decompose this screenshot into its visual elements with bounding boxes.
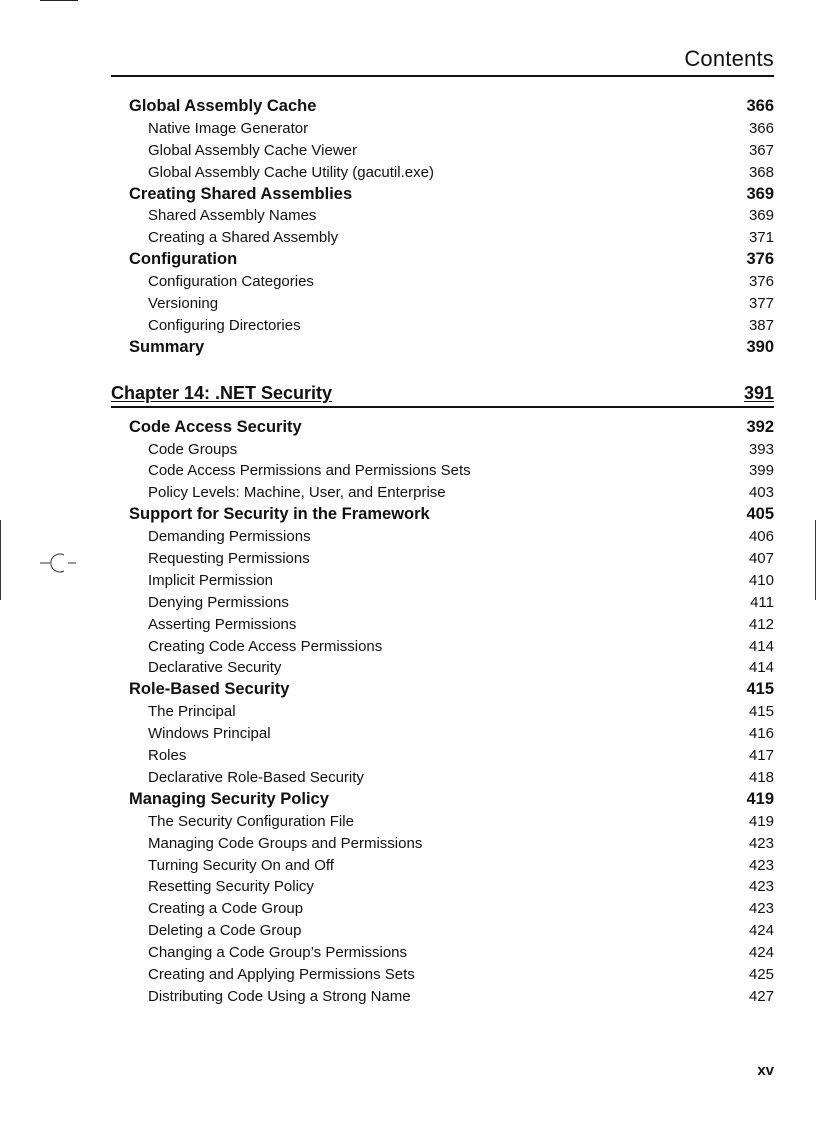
crop-mark-left xyxy=(0,520,1,600)
registration-mark-icon xyxy=(38,550,78,576)
toc-entry-page: 423 xyxy=(748,878,774,896)
toc-entry-page: 423 xyxy=(748,856,774,874)
toc-subsection-entry[interactable] xyxy=(111,964,774,986)
toc-entry-page: 415 xyxy=(746,680,774,699)
toc-subsection-entry[interactable] xyxy=(111,162,774,184)
toc-subsection-entry[interactable] xyxy=(111,723,774,745)
toc-entry-title: Code Access Security xyxy=(129,417,302,436)
toc-subsection-entry[interactable] xyxy=(111,140,774,162)
toc-entries-before-chapter xyxy=(111,96,774,359)
toc-subsection-entry[interactable] xyxy=(111,986,774,1008)
toc-entry-page: 376 xyxy=(748,273,774,291)
running-header xyxy=(111,44,774,77)
toc-entry-page: 423 xyxy=(748,900,774,918)
toc-subsection-entry[interactable] xyxy=(111,855,774,877)
toc-entry-title: Requesting Permissions xyxy=(148,550,310,568)
page-number: xv xyxy=(757,1062,774,1079)
toc-entry-title: Turning Security On and Off xyxy=(148,856,334,874)
toc-entry-title: Deleting a Code Group xyxy=(148,922,302,940)
toc-entry-page: 367 xyxy=(748,141,774,159)
toc-subsection-entry[interactable] xyxy=(111,920,774,942)
toc-entry-page: 399 xyxy=(748,462,774,480)
toc-entry-page: 377 xyxy=(748,295,774,313)
toc-entry-page: 416 xyxy=(748,725,774,743)
toc-entry-title: Changing a Code Group’s Permissions xyxy=(148,944,408,962)
toc-subsection-entry[interactable] xyxy=(111,898,774,920)
toc-subsection-entry[interactable] xyxy=(111,745,774,767)
toc-entry-page: 392 xyxy=(746,417,774,436)
toc-subsection-entry[interactable] xyxy=(111,657,774,679)
toc-entry-title: Resetting Security Policy xyxy=(148,878,314,896)
toc-entry-title: Windows Principal xyxy=(148,725,271,743)
toc-subsection-entry[interactable] xyxy=(111,767,774,789)
toc-entry-page: 423 xyxy=(748,834,774,852)
toc-entry-title: Global Assembly Cache Viewer xyxy=(148,141,357,159)
toc-entry-title: Declarative Role-Based Security xyxy=(148,768,364,786)
toc-entry-page: 412 xyxy=(748,615,774,633)
toc-section-entry[interactable] xyxy=(111,249,774,271)
toc-section-entry[interactable] xyxy=(111,184,774,206)
toc-entry-title: Configuring Directories xyxy=(148,316,301,334)
toc-entry-title: Global Assembly Cache xyxy=(129,97,317,115)
toc-section-entry[interactable] xyxy=(111,96,774,118)
toc-entry-page: 369 xyxy=(746,184,774,203)
toc-entry-page: 427 xyxy=(748,987,774,1005)
toc-entry-title: Role-Based Security xyxy=(129,680,290,699)
toc-subsection-entry[interactable] xyxy=(111,227,774,249)
toc-entry-title: Native Image Generator xyxy=(148,119,309,137)
toc-entry-page: 425 xyxy=(748,965,774,983)
toc-entry-page: 419 xyxy=(748,812,774,830)
toc-entry-title: Creating a Shared Assembly xyxy=(148,229,339,247)
toc-subsection-entry[interactable] xyxy=(111,876,774,898)
toc-entry-title: Denying Permissions xyxy=(148,593,289,611)
toc-entry-title: The Security Configuration File xyxy=(148,812,354,830)
toc-entry-title: Implicit Permission xyxy=(148,571,274,589)
table-of-contents xyxy=(111,96,774,1008)
toc-subsection-entry[interactable] xyxy=(111,942,774,964)
toc-entry-title: The Principal xyxy=(148,703,236,721)
toc-entry-title: Creating a Code Group xyxy=(148,900,304,918)
chapter-page: 391 xyxy=(743,382,774,403)
toc-subsection-entry[interactable] xyxy=(111,570,774,592)
toc-entry-title: Managing Code Groups and Permissions xyxy=(148,834,423,852)
toc-entry-title: Configuration xyxy=(129,250,238,269)
toc-entry-page: 368 xyxy=(748,163,774,181)
toc-entry-page: 419 xyxy=(746,789,774,808)
header-title: Contents xyxy=(684,46,774,71)
toc-section-entry[interactable] xyxy=(111,504,774,526)
chapter-title: Chapter 14: .NET Security xyxy=(111,382,333,403)
toc-entry-page: 411 xyxy=(750,593,774,611)
toc-entry-page: 424 xyxy=(748,922,774,940)
toc-entry-page: 403 xyxy=(748,484,774,502)
toc-entry-title: Versioning xyxy=(148,295,219,313)
toc-subsection-entry[interactable] xyxy=(111,271,774,293)
toc-entry-title: Global Assembly Cache Utility (gacutil.exe) xyxy=(148,163,434,181)
toc-section-entry[interactable] xyxy=(111,789,774,811)
toc-subsection-entry[interactable] xyxy=(111,315,774,337)
toc-subsection-entry[interactable] xyxy=(111,811,774,833)
toc-entry-title: Code Access Permissions and Permissions Sets xyxy=(148,462,471,480)
toc-subsection-entry[interactable] xyxy=(111,548,774,570)
toc-entry-page: 366 xyxy=(746,97,774,115)
toc-entry-page: 417 xyxy=(748,747,774,765)
toc-entry-title: Managing Security Policy xyxy=(129,789,329,808)
toc-entry-title: Roles xyxy=(148,747,187,765)
toc-entry-title: Support for Security in the Framework xyxy=(129,505,430,524)
toc-entry-title: Creating and Applying Permissions Sets xyxy=(148,965,415,983)
toc-entry-title: Code Groups xyxy=(148,440,238,458)
toc-entry-page: 424 xyxy=(748,944,774,962)
toc-entry-page: 418 xyxy=(748,768,774,786)
toc-subsection-entry[interactable] xyxy=(111,701,774,723)
toc-entry-title: Shared Assembly Names xyxy=(148,207,317,225)
toc-subsection-entry[interactable] xyxy=(111,614,774,636)
toc-entry-title: Summary xyxy=(129,337,205,356)
toc-entry-title: Declarative Security xyxy=(148,659,282,677)
toc-entry-page: 371 xyxy=(748,229,774,247)
chapter-heading[interactable] xyxy=(111,381,774,408)
toc-subsection-entry[interactable] xyxy=(111,833,774,855)
toc-subsection-entry[interactable] xyxy=(111,293,774,315)
toc-entry-page: 387 xyxy=(748,316,774,334)
toc-subsection-entry[interactable] xyxy=(111,592,774,614)
toc-entry-page: 376 xyxy=(746,250,774,269)
toc-entry-page: 414 xyxy=(748,637,774,655)
toc-entry-title: Asserting Permissions xyxy=(148,615,297,633)
toc-entry-title: Configuration Categories xyxy=(148,273,314,291)
toc-entries-chapter-14 xyxy=(111,417,774,1008)
toc-entry-page: 406 xyxy=(748,528,774,546)
toc-subsection-entry[interactable] xyxy=(111,526,774,548)
toc-entry-page: 366 xyxy=(748,119,774,137)
toc-entry-page: 369 xyxy=(748,207,774,225)
toc-subsection-entry[interactable] xyxy=(111,205,774,227)
toc-entry-page: 415 xyxy=(748,703,774,721)
crop-mark-top xyxy=(40,0,78,1)
toc-section-entry[interactable] xyxy=(111,417,774,439)
toc-entry-page: 407 xyxy=(748,550,774,568)
toc-entry-page: 414 xyxy=(748,659,774,677)
toc-entry-page: 405 xyxy=(746,505,774,524)
toc-section-entry[interactable] xyxy=(111,337,774,359)
toc-subsection-entry[interactable] xyxy=(111,636,774,658)
toc-entry-title: Policy Levels: Machine, User, and Enterprise xyxy=(148,484,446,502)
toc-entry-title: Distributing Code Using a Strong Name xyxy=(148,987,411,1005)
toc-subsection-entry[interactable] xyxy=(111,118,774,140)
toc-subsection-entry[interactable] xyxy=(111,460,774,482)
toc-section-entry[interactable] xyxy=(111,679,774,701)
toc-subsection-entry[interactable] xyxy=(111,439,774,461)
toc-entry-page: 390 xyxy=(746,337,774,356)
toc-entry-title: Demanding Permissions xyxy=(148,528,311,546)
toc-entry-page: 410 xyxy=(748,571,774,589)
toc-entry-page: 393 xyxy=(748,440,774,458)
toc-entry-title: Creating Code Access Permissions xyxy=(148,637,383,655)
toc-subsection-entry[interactable] xyxy=(111,482,774,504)
toc-entry-title: Creating Shared Assemblies xyxy=(129,184,353,203)
